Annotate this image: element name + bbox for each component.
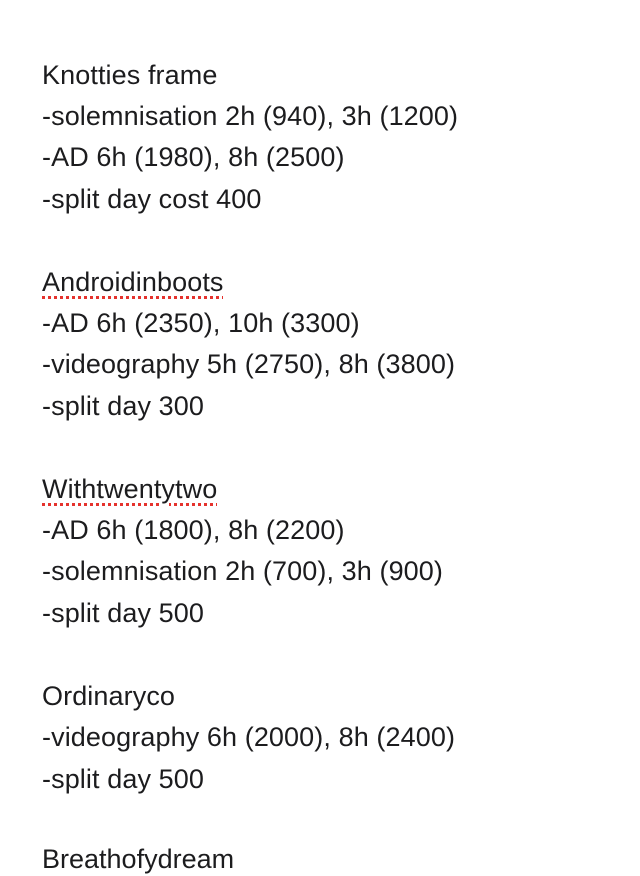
- note-line: -videography 6h (2000), 8h (2400): [42, 722, 456, 752]
- note-line: -solemnisation 2h (940), 3h (1200): [42, 101, 459, 131]
- section-title-withtwentytwo: [42, 472, 217, 506]
- section-title-ordinaryco: Ordinaryco: [42, 681, 176, 711]
- note-line: -split day cost 400: [42, 184, 262, 214]
- section-title-cut-off: Breathofydream: [42, 844, 235, 874]
- note-line: -split day 500: [42, 764, 204, 794]
- note-line: -AD 6h (1800), 8h (2200): [42, 515, 345, 545]
- note-line: -split day 500: [42, 598, 204, 628]
- misspelled-word[interactable]: Withtwentytwo: [42, 474, 218, 504]
- note-line: -split day 300: [42, 391, 204, 421]
- note-line: -AD 6h (1980), 8h (2500): [42, 142, 345, 172]
- misspelled-word[interactable]: Androidinboots: [42, 267, 224, 297]
- note-line: -solemnisation 2h (700), 3h (900): [42, 556, 444, 586]
- note-line: -AD 6h (2350), 10h (3300): [42, 308, 360, 338]
- note-line: -videography 5h (2750), 8h (3800): [42, 349, 456, 379]
- section-title-androidinboots: [42, 265, 224, 299]
- section-title-knotties-frame: Knotties frame: [42, 60, 218, 90]
